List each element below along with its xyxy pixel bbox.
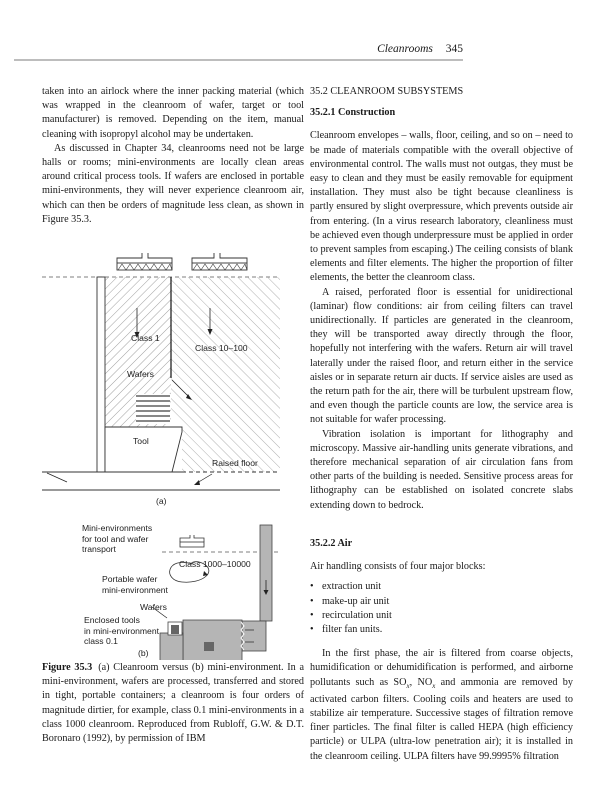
label-line: mini-environment	[102, 584, 168, 595]
page-number: 345	[445, 43, 463, 55]
running-header	[377, 43, 463, 55]
list-item: • recirculation unit	[310, 609, 573, 623]
label-line: class 0.1	[84, 636, 118, 646]
list-item: • make-up air unit	[310, 595, 573, 609]
paragraph: Cleanroom envelopes – walls, floor, ceiling, and so on – need to be made of materials compatible with the overall objective of environmental control. The walls must not outgas, they must be easy to clean and they must be easily removable for equipment installation. They must also be tight because cleanliness is partly ensured by slight overpressure, which prevents outside air from entering. (In a virus research laboratory, cleanliness must be achieved even though underpressure must be applied in order to prevent samples from escaping.) The ceiling consists of blank elements and filter elements. The higher the proportion of filter elements, the better the cleanroom class.	[310, 130, 573, 284]
list-item: • filter fan units.	[310, 623, 573, 637]
text-run: and ammonia are removed by activated carbon filters. Cooling coils and heaters are used to stabilize air temperature. Successive stages of filtration remove finer particles. The final filter is called HEPA (high efficiency particle) or ULPA (ultra-low penetration air); it is installed in the cleanroom ceiling. ULPA filters have 99.9995% filtration	[310, 676, 573, 762]
text-run: , NO	[409, 676, 433, 688]
ceiling-filter-left	[117, 253, 172, 270]
label-panel-a: (a)	[156, 496, 167, 506]
label-line: in mini-environment	[84, 625, 159, 636]
label-wafers-a: Wafers	[127, 369, 154, 379]
label-panel-b: (b)	[138, 648, 149, 658]
class10-100-region	[171, 277, 280, 472]
label-line: Enclosed tools	[84, 615, 140, 625]
air-handling-list	[310, 580, 573, 637]
list-item: • extraction unit	[310, 580, 573, 594]
subscript: x	[432, 681, 436, 690]
label-line: Portable wafer	[102, 574, 158, 584]
figure-number: Figure 35.3	[42, 662, 93, 673]
tool-block	[105, 427, 182, 472]
subsection-title-air: 35.2.2 Air	[310, 537, 353, 549]
supply-duct	[260, 525, 272, 621]
text-run: In the first phase, the air is filtered from coarse objects, humidification or dehumidification is performed, and airborne pollutants such as SO	[310, 648, 573, 688]
return-air-arrow-icon	[194, 480, 200, 485]
panel-a	[42, 253, 280, 490]
paragraph: A raised, perforated floor is essential for unidirectional (laminar) flow conditions: air from ceiling filters can travel unidirectionally. If particles are generated in the cleanroom, they will be transported away directly through the floor, hopefully not interfering with the wafers. Return air will travel laterally under the raised floor, and return either in the service aisles or in separate return air ducts. If service aisles are used as the return path for the air, there will be turbulent upstream flow, and even though the particle counts are low, the service area is not suitable for wafer processing.	[310, 286, 573, 426]
paragraph: Vibration isolation is important for lithography and microscopy. Massive air-handling units generate vibrations, and therefore mechanical separation of air circulation fans from other parts of the building is needed. Sensitive process areas for lithography can be established on isolated concrete slabs extending down to bedrock.	[310, 428, 573, 511]
subscript: x	[406, 681, 410, 690]
spacer	[310, 513, 573, 537]
panel-b	[148, 525, 282, 660]
label-class-1000-10000: Class 1000–10000	[179, 559, 251, 569]
label-line: Mini-environments	[82, 523, 153, 533]
section-title: 35.2 CLEANROOM SUBSYSTEMS	[310, 86, 464, 97]
running-title: Cleanrooms	[377, 43, 433, 55]
label-wafers-b: Wafers	[140, 602, 167, 612]
label-portable-wafer	[102, 574, 168, 595]
label-line: for tool and wafer	[82, 533, 149, 544]
subsection-title-construction: 35.2.1 Construction	[310, 107, 396, 119]
label-tool: Tool	[133, 436, 149, 446]
paragraph: As discussed in Chapter 34, cleanrooms need not be large halls or rooms; mini-environments are locally clean areas around critical process tools. If wafers are enclosed in portable mini-environments, they will never experience cleanroom air, which can then be orders of magnitude less clean, as shown in Figure 35.3.	[42, 142, 304, 225]
paragraph	[310, 647, 573, 764]
paragraph: Air handling consists of four major blocks:	[310, 561, 486, 573]
label-line: transport	[82, 544, 116, 554]
ceiling-filter-right	[192, 253, 247, 270]
tool-mini-environment	[183, 620, 242, 660]
right-column	[310, 85, 573, 764]
label-raised-floor: Raised floor	[212, 458, 258, 468]
label-mini-environments	[82, 523, 152, 555]
caption-text: (a) Cleanroom versus (b) mini-environment. In a mini-environment, wafers are processed, transferred and stored in tight, portable containers; a cleanroom is four orders of magnitude dirtier, for example, class 0.1 mini-environments in a class 1000 cleanroom. Reproduced from Rubloff, G.W. & D.T. Boronaro (1992), by permission of IBM	[42, 662, 304, 745]
label-class-1: Class 1	[131, 333, 160, 343]
label-enclosed-tools	[84, 615, 159, 647]
figure-35-3	[42, 250, 307, 660]
figure-drawing	[42, 250, 307, 660]
page-header	[14, 0, 463, 60]
left-column	[42, 85, 304, 227]
paragraph: taken into an airlock where the inner packing material (which was wrapped in the cleanroom of wafer, target or tool manufacturer) is removed. Depending on the item, manual cleaning with isopropyl alcohol may be undertaken.	[42, 86, 304, 140]
figure-caption	[42, 661, 304, 746]
label-class-10-100: Class 10–100	[195, 343, 248, 353]
wall	[97, 277, 105, 472]
ceiling-filter	[180, 542, 204, 547]
header-rule	[14, 59, 463, 61]
wafer-stack	[136, 394, 170, 424]
